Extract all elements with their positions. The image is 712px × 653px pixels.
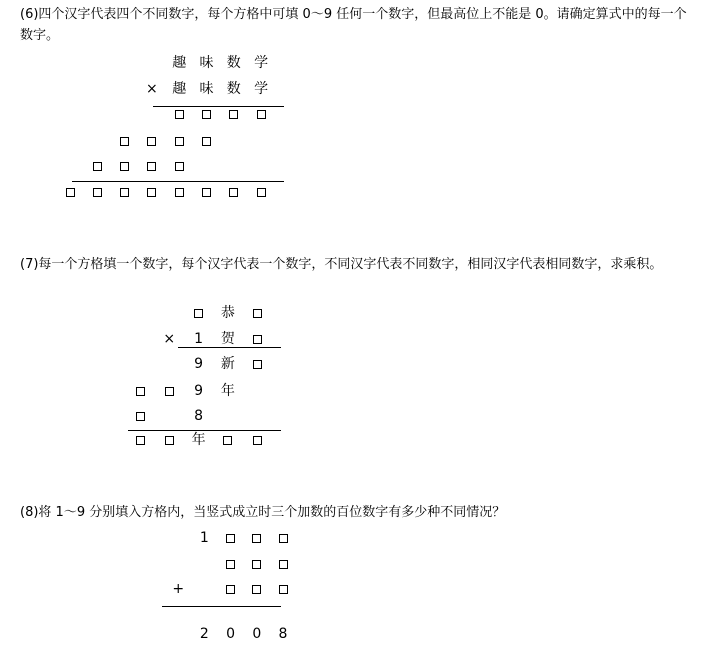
digit-cell: 年 bbox=[191, 432, 206, 448]
digit-cell: 恭 bbox=[220, 305, 235, 321]
digit-cell: 数 bbox=[226, 55, 241, 71]
digit-cell: 9 bbox=[194, 383, 204, 399]
blank-box bbox=[187, 303, 211, 323]
operator-symbol: + bbox=[172, 581, 185, 597]
empty-square bbox=[279, 560, 288, 569]
empty-square bbox=[226, 534, 235, 543]
blank-box bbox=[167, 104, 191, 124]
blank-box bbox=[195, 131, 219, 151]
empty-square bbox=[202, 137, 211, 146]
digit-cell: 0 bbox=[252, 626, 262, 642]
digit-cell: 2 bbox=[199, 626, 209, 642]
blank-box bbox=[113, 131, 137, 151]
digit-cell: 数 bbox=[226, 81, 241, 97]
empty-square bbox=[175, 137, 184, 146]
empty-square bbox=[202, 110, 211, 119]
empty-square bbox=[194, 309, 203, 318]
digit-cell: 学 bbox=[254, 55, 269, 71]
blank-box bbox=[113, 156, 137, 176]
digit-cell: 9 bbox=[194, 356, 204, 372]
problem-8-sum-line bbox=[162, 606, 281, 607]
digit-cell: 味 bbox=[199, 81, 214, 97]
blank-box bbox=[245, 303, 269, 323]
empty-square bbox=[253, 335, 262, 344]
empty-square bbox=[120, 137, 129, 146]
empty-square bbox=[226, 560, 235, 569]
empty-square bbox=[175, 162, 184, 171]
blank-box bbox=[249, 104, 273, 124]
digit-cell: 1 bbox=[199, 530, 209, 546]
blank-box bbox=[245, 354, 269, 374]
problem-7-line-2 bbox=[128, 430, 281, 431]
blank-box bbox=[245, 579, 269, 599]
operator-symbol: × bbox=[146, 81, 158, 97]
problem-6-line-1 bbox=[153, 106, 284, 107]
blank-box bbox=[167, 131, 191, 151]
empty-square bbox=[136, 387, 145, 396]
blank-box bbox=[249, 182, 273, 202]
blank-box bbox=[271, 579, 295, 599]
digit-cell: 趣 bbox=[172, 55, 187, 71]
digit-cell: 年 bbox=[220, 383, 235, 399]
empty-square bbox=[279, 534, 288, 543]
blank-box bbox=[128, 381, 152, 401]
empty-square bbox=[252, 534, 261, 543]
empty-square bbox=[66, 188, 75, 197]
empty-square bbox=[120, 162, 129, 171]
empty-square bbox=[120, 188, 129, 197]
empty-square bbox=[252, 585, 261, 594]
problem-6-text: (6)四个汉字代表四个不同数字，每个方格中可填 0～9 任何一个数字，但最高位上不能是 0。请确定算式中的每一个数字。 bbox=[20, 7, 687, 43]
digit-cell: 贺 bbox=[220, 331, 235, 347]
blank-box bbox=[245, 554, 269, 574]
empty-square bbox=[136, 412, 145, 421]
empty-square bbox=[147, 162, 156, 171]
blank-box bbox=[113, 182, 137, 202]
blank-box bbox=[222, 182, 246, 202]
operator-symbol: × bbox=[163, 331, 176, 347]
empty-square bbox=[175, 188, 184, 197]
blank-box bbox=[245, 329, 269, 349]
blank-box bbox=[245, 528, 269, 548]
digit-cell: 趣 bbox=[172, 81, 187, 97]
empty-square bbox=[253, 360, 262, 369]
blank-box bbox=[195, 104, 219, 124]
blank-box bbox=[140, 131, 164, 151]
empty-square bbox=[147, 137, 156, 146]
empty-square bbox=[252, 560, 261, 569]
blank-box bbox=[271, 528, 295, 548]
blank-box bbox=[58, 182, 82, 202]
empty-square bbox=[229, 188, 238, 197]
empty-square bbox=[279, 585, 288, 594]
blank-box bbox=[128, 430, 152, 450]
empty-square bbox=[226, 585, 235, 594]
problem-6-line-2 bbox=[72, 181, 284, 182]
digit-cell: 0 bbox=[226, 626, 236, 642]
empty-square bbox=[253, 436, 262, 445]
empty-square bbox=[93, 188, 102, 197]
blank-box bbox=[271, 554, 295, 574]
blank-box bbox=[157, 430, 181, 450]
problem-7-text: (7)每一个方格填一个数字，每个汉字代表一个数字，不同汉字代表不同数字，相同汉字代表相同数字，求乘积。 bbox=[20, 257, 663, 272]
digit-cell: 8 bbox=[278, 626, 288, 642]
empty-square bbox=[257, 188, 266, 197]
digit-cell: 新 bbox=[220, 356, 235, 372]
blank-box bbox=[85, 182, 109, 202]
blank-box bbox=[140, 182, 164, 202]
blank-box bbox=[167, 182, 191, 202]
blank-box bbox=[85, 156, 109, 176]
problem-8-text: (8)将 1～9 分别填入方格内，当竖式成立时三个加数的百位数字有多少种不同情况？ bbox=[20, 505, 506, 520]
blank-box bbox=[167, 156, 191, 176]
empty-square bbox=[202, 188, 211, 197]
blank-box bbox=[195, 182, 219, 202]
blank-box bbox=[219, 579, 243, 599]
empty-square bbox=[229, 110, 238, 119]
empty-square bbox=[257, 110, 266, 119]
blank-box bbox=[128, 406, 152, 426]
blank-box bbox=[245, 430, 269, 450]
empty-square bbox=[223, 436, 232, 445]
empty-square bbox=[136, 436, 145, 445]
empty-square bbox=[93, 162, 102, 171]
blank-box bbox=[140, 156, 164, 176]
digit-cell: 味 bbox=[199, 55, 214, 71]
empty-square bbox=[253, 309, 262, 318]
empty-square bbox=[165, 436, 174, 445]
blank-box bbox=[219, 554, 243, 574]
digit-cell: 8 bbox=[194, 408, 204, 424]
blank-box bbox=[219, 528, 243, 548]
digit-cell: 学 bbox=[254, 81, 269, 97]
empty-square bbox=[147, 188, 156, 197]
empty-square bbox=[175, 110, 184, 119]
digit-cell: 1 bbox=[194, 331, 204, 347]
empty-square bbox=[165, 387, 174, 396]
blank-box bbox=[222, 104, 246, 124]
blank-box bbox=[157, 381, 181, 401]
problem-7-line-1 bbox=[178, 347, 281, 348]
blank-box bbox=[216, 430, 240, 450]
